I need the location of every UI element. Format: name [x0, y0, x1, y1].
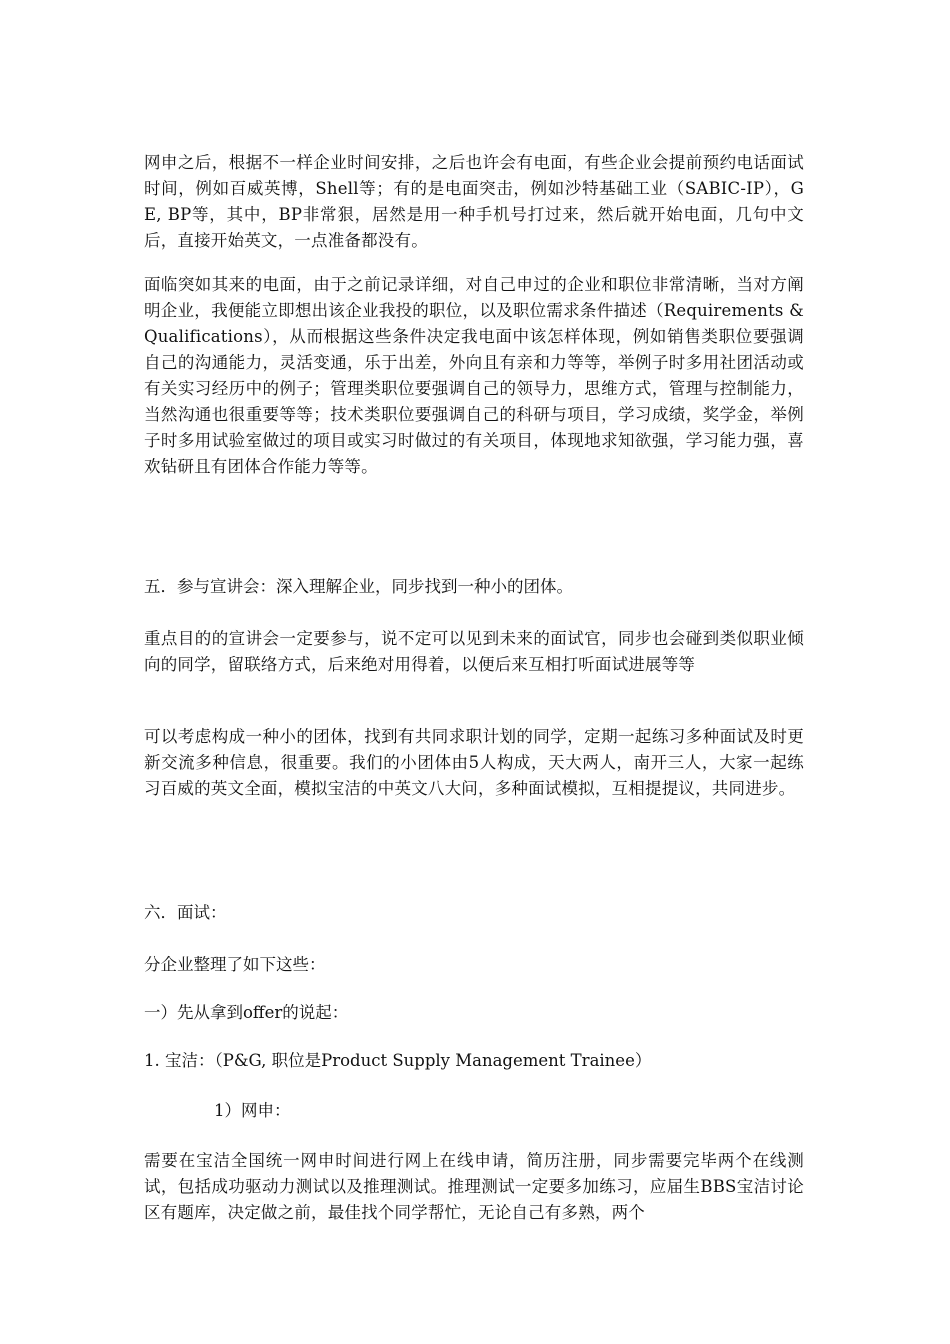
paragraph-study-group: 可以考虑构成一种小的团体，找到有共同求职计划的同学，定期一起练习多种面试及时更新交流多种信息，很重要。我们的小团体由5人构成，天大两人，南开三人，大家一起练习百威的英文全面，模拟宝洁的中英文八大问，多种面试模拟，互相提提议，共同进步。 — [144, 727, 804, 798]
paragraph-pg-online-application: 需要在宝洁全国统一网申时间进行网上在线申请，简历注册，同步需要完毕两个在线测试，包括成功驱动力测试以及推理测试。推理测试一定要多加练习，应届生BBS宝洁讨论区有题库，决定做之前，最佳找个同学帮忙，无论自己有多熟，两个 — [144, 1151, 804, 1222]
paragraph-info-session: 重点目的的宣讲会一定要参与，说不定可以见到未来的面试官，同步也会碰到类似职业倾向的同学，留联络方式，后来绝对用得着，以便后来互相打听面试进展等等 — [144, 629, 804, 674]
section-heading-6: 六．面试： — [144, 903, 227, 922]
subheading-offers: 一）先从拿到offer的说起： — [144, 1003, 349, 1022]
paragraph-phone-interview-intro: 网申之后，根据不一样企业时间安排，之后也许会有电面，有些企业会提前预约电话面试时间，例如百威英博，Shell等；有的是电面突击，例如沙特基础工业（SABIC-IP），GE, BP等，其中，BP非常狠，居然是用一种手机号打过来，然后就开始电面，几句中文后，直接开始英文，一点准备都没有。 — [144, 153, 804, 250]
paragraph-phone-interview-preparation: 面临突如其来的电面，由于之前记录详细，对自己申过的企业和职位非常清晰，当对方阐明企业，我便能立即想出该企业我投的职位，以及职位需求条件描述（Requirements & Qualifications），从而根据这些条件决定我电面中该怎样体现，例如销售类职位要强调自己的沟通能力，灵活变通，乐于出差，外向且有亲和力等等，举例子时多用社团活动或有关实习经历中的例子；管理类职位要强调自己的领导力，思维方式，管理与控制能力，当然沟通也很重要等等；技术类职位要强调自己的科研与项目，学习成绩，奖学金，举例子时多用试验室做过的项目或实习时做过的有关项目，体现地求知欲强，学习能力强，喜欢钻研且有团体合作能力等等。 — [144, 275, 804, 476]
subheading-pg: 1. 宝洁：（P&G, 职位是Product Supply Management Trainee） — [144, 1051, 652, 1070]
subheading-online-application: 1）网申： — [214, 1101, 291, 1120]
section-heading-5: 五．参与宣讲会：深入理解企业，同步找到一种小的团体。 — [144, 577, 573, 596]
paragraph-company-list-intro: 分企业整理了如下这些： — [144, 955, 326, 974]
